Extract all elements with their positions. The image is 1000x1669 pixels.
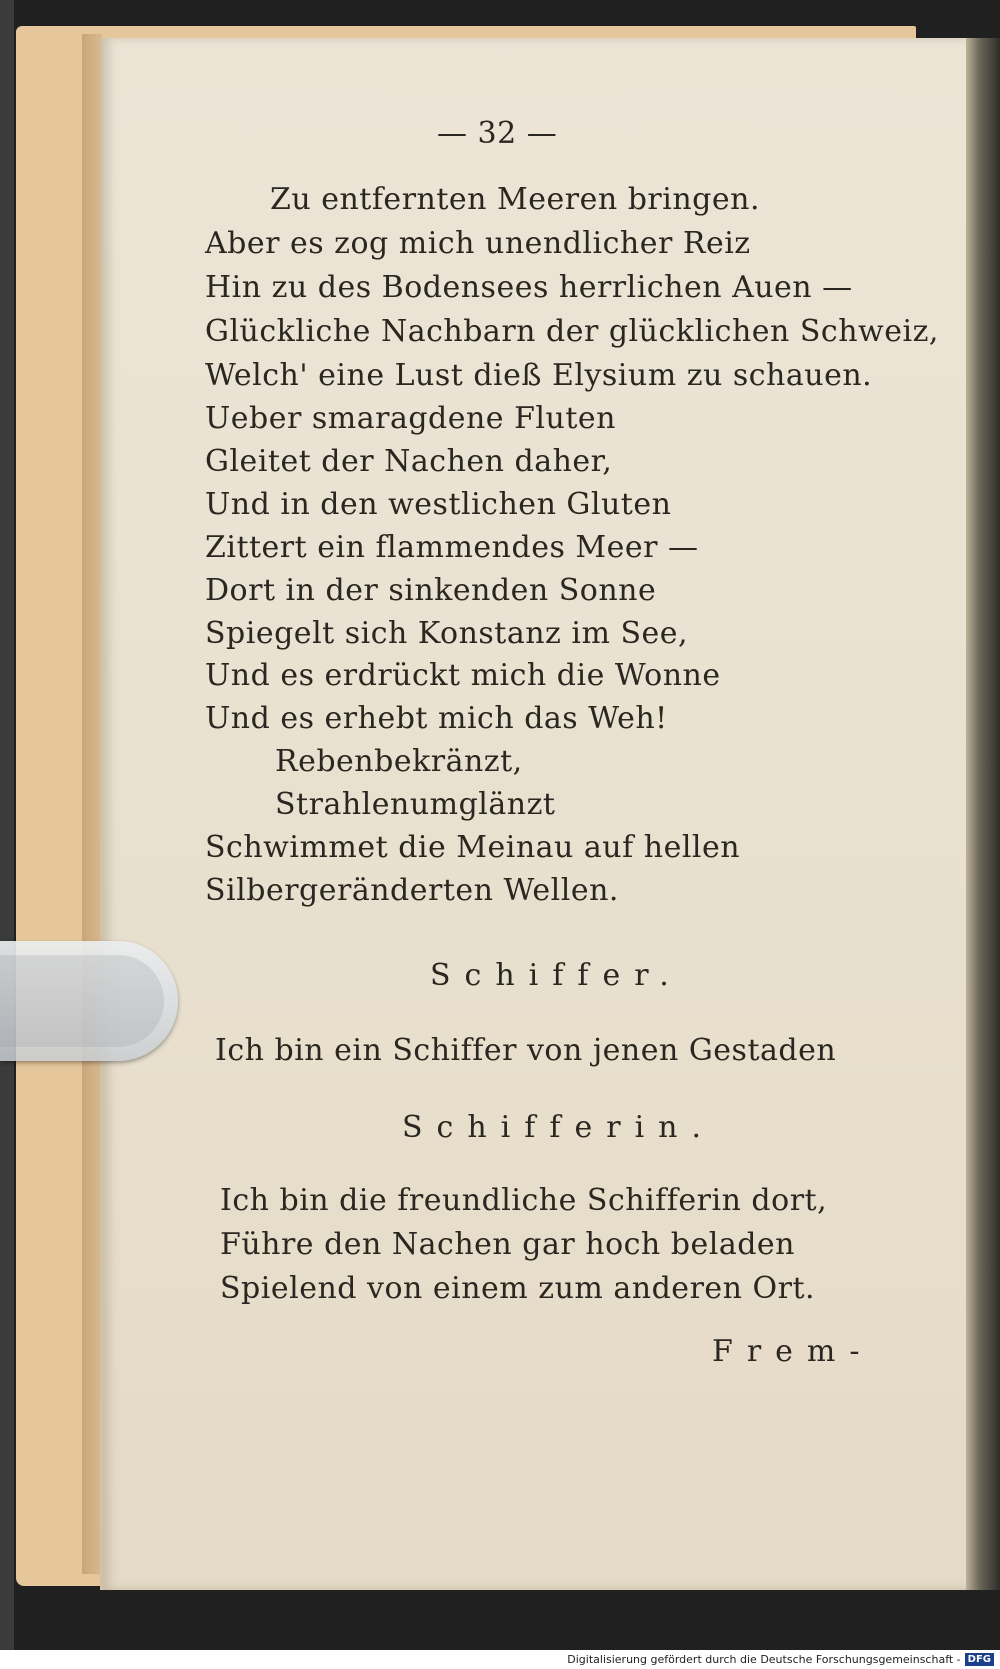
verse-line: Aber es zog mich unendlicher Reiz [205, 226, 751, 261]
verse-line: Führe den Nachen gar hoch beladen [220, 1227, 796, 1262]
verse-line: Glückliche Nachbarn der glücklichen Schweiz, [205, 314, 939, 349]
verse-line: Spiegelt sich Konstanz im See, [205, 616, 689, 651]
footer-text: Digitalisierung gefördert durch die Deutsche Forschungsgemeinschaft - [567, 1653, 961, 1666]
verse-line: Silbergeränderten Wellen. [205, 873, 619, 908]
speaker-heading: Schiffer. [430, 958, 683, 993]
speaker-heading: Schifferin. [402, 1110, 716, 1145]
verse-line: Ueber smaragdene Fluten [205, 401, 616, 436]
verse-line: Und es erdrückt mich die Wonne [205, 658, 721, 693]
verse-line: Ich bin ein Schiffer von jenen Gestaden [215, 1033, 837, 1068]
verse-line: Zu entfernten Meeren bringen. [270, 182, 760, 217]
verse-line: Und es erhebt mich das Weh! [205, 701, 668, 736]
verse-line: Rebenbekränzt, [275, 744, 523, 779]
catchword: Frem- [712, 1334, 874, 1369]
verse-line: Hin zu des Bodensees herrlichen Auen — [205, 270, 853, 305]
verse-line: Ich bin die freundliche Schifferin dort, [220, 1183, 828, 1218]
verse-line: Strahlenumglänzt [275, 787, 556, 822]
digitization-footer [0, 1650, 1000, 1669]
page-number: — 32 — [437, 116, 558, 151]
verse-line: Gleitet der Nachen daher, [205, 444, 613, 479]
verse-line: Spielend von einem zum anderen Ort. [220, 1271, 816, 1306]
verse-line: Dort in der sinkenden Sonne [205, 573, 657, 608]
dfg-logo: DFG [965, 1653, 994, 1666]
verse-line: Welch' eine Lust dieß Elysium zu schauen. [205, 358, 873, 393]
verse-line: Und in den westlichen Gluten [205, 487, 672, 522]
verse-line: Zittert ein flammendes Meer — [205, 530, 699, 565]
verse-line: Schwimmet die Meinau auf hellen [205, 830, 741, 865]
